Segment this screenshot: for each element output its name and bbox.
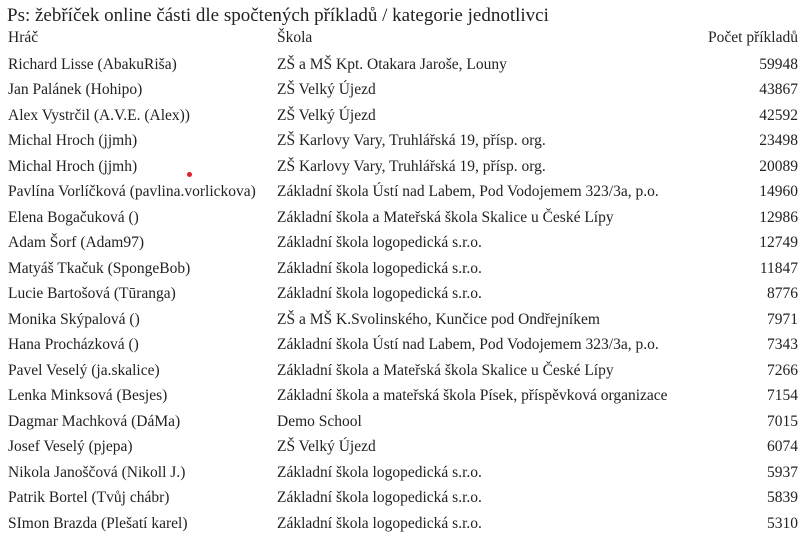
count-cell: 59948: [759, 55, 798, 73]
count-cell: 5839: [767, 489, 798, 507]
count-cell: 8776: [767, 285, 798, 303]
player-cell: Lenka Minksová (Besjes): [8, 387, 168, 405]
player-cell: Jan Palánek (Hohipo): [8, 81, 143, 99]
player-cell: Dagmar Machková (DáMa): [8, 412, 181, 430]
table-row: [0, 486, 806, 512]
player-cell: Josef Veselý (pjepa): [8, 438, 133, 456]
table-row: [0, 358, 806, 384]
player-cell: Pavlína Vorlíčková (pavlina.vorlickova): [8, 183, 256, 201]
red-dot-marker: [187, 172, 192, 177]
table-body: [0, 52, 806, 537]
school-cell: ZŠ Velký Újezd: [277, 438, 376, 456]
table-row: [0, 460, 806, 486]
player-cell: Hana Procházková (): [8, 336, 139, 354]
count-cell: 11847: [759, 259, 798, 277]
count-cell: 6074: [767, 438, 798, 456]
player-cell: Michal Hroch (jjmh): [8, 132, 138, 150]
player-cell: Pavel Veselý (ja.skalice): [8, 361, 160, 379]
school-cell: Základní škola Ústí nad Labem, Pod Vodojemem 323/3a, p.o.: [277, 183, 659, 201]
count-cell: 7015: [767, 412, 798, 430]
count-cell: 7343: [767, 336, 798, 354]
school-cell: Základní škola logopedická s.r.o.: [277, 285, 482, 303]
leaderboard-table: [0, 28, 806, 537]
player-cell: Matyáš Tkačuk (SpongeBob): [8, 259, 191, 277]
table-row: [0, 180, 806, 206]
table-row: [0, 205, 806, 231]
count-cell: 5310: [767, 514, 798, 532]
player-cell: Michal Hroch (jjmh): [8, 157, 138, 175]
player-cell: Alex Vystrčil (A.V.E. (Alex)): [8, 106, 190, 124]
school-cell: ZŠ Velký Újezd: [277, 106, 376, 124]
player-cell: Patrik Bortel (Tvůj chábr): [8, 489, 170, 507]
table-row: [0, 282, 806, 308]
column-header-count: Počet příkladů: [708, 29, 798, 46]
school-cell: ZŠ a MŠ K.Svolinského, Kunčice pod Ondřejníkem: [277, 310, 600, 328]
count-cell: 12749: [759, 234, 798, 252]
table-row: [0, 78, 806, 104]
count-cell: 7154: [767, 387, 798, 405]
table-row: [0, 231, 806, 257]
player-cell: Elena Bogačuková (): [8, 208, 139, 226]
count-cell: 23498: [759, 132, 798, 150]
table-row: [0, 409, 806, 435]
school-cell: ZŠ a MŠ Kpt. Otakara Jaroše, Louny: [277, 55, 507, 73]
school-cell: Základní škola logopedická s.r.o.: [277, 234, 482, 252]
school-cell: ZŠ Karlovy Vary, Truhlářská 19, přísp. org.: [277, 157, 546, 175]
header-row: [0, 28, 806, 52]
count-cell: 12986: [759, 208, 798, 226]
page-title: Ps: žebříček online části dle spočtených příkladů / kategorie jednotlivci: [7, 5, 549, 26]
school-cell: Základní škola logopedická s.r.o.: [277, 489, 482, 507]
column-header-school: Škola: [277, 29, 313, 46]
table-row: [0, 103, 806, 129]
school-cell: ZŠ Karlovy Vary, Truhlářská 19, přísp. org.: [277, 132, 546, 150]
school-cell: Demo School: [277, 412, 362, 430]
count-cell: 42592: [759, 106, 798, 124]
school-cell: Základní škola logopedická s.r.o.: [277, 463, 482, 481]
table-row: [0, 307, 806, 333]
table-row: [0, 129, 806, 155]
school-cell: Základní škola logopedická s.r.o.: [277, 514, 482, 532]
count-cell: 7971: [767, 310, 798, 328]
player-cell: SImon Brazda (Plešatí karel): [8, 514, 188, 532]
table-row: [0, 52, 806, 78]
table-row: [0, 256, 806, 282]
player-cell: Lucie Bartošová (Tūranga): [8, 285, 176, 303]
count-cell: 5937: [767, 463, 798, 481]
table-row: [0, 384, 806, 410]
school-cell: Základní škola a Mateřská škola Skalice u České Lípy: [277, 208, 614, 226]
table-header: [0, 28, 806, 52]
player-cell: Richard Lisse (AbakuRiša): [8, 55, 177, 73]
school-cell: Základní škola a Mateřská škola Skalice u České Lípy: [277, 361, 614, 379]
table-row: [0, 435, 806, 461]
count-cell: 43867: [759, 81, 798, 99]
player-cell: Monika Skýpalová (): [8, 310, 140, 328]
count-cell: 20089: [759, 157, 798, 175]
table-row: [0, 511, 806, 537]
school-cell: Základní škola a mateřská škola Písek, příspěvková organizace: [277, 387, 668, 405]
count-cell: 7266: [767, 361, 798, 379]
player-cell: Nikola Janoščová (Nikoll J.): [8, 463, 186, 481]
school-cell: Základní škola Ústí nad Labem, Pod Vodojemem 323/3a, p.o.: [277, 336, 659, 354]
school-cell: ZŠ Velký Újezd: [277, 81, 376, 99]
table-row: [0, 154, 806, 180]
column-header-player: Hráč: [8, 29, 39, 46]
school-cell: Základní škola logopedická s.r.o.: [277, 259, 482, 277]
table-row: [0, 333, 806, 359]
player-cell: Adam Šorf (Adam97): [8, 234, 145, 252]
count-cell: 14960: [759, 183, 798, 201]
